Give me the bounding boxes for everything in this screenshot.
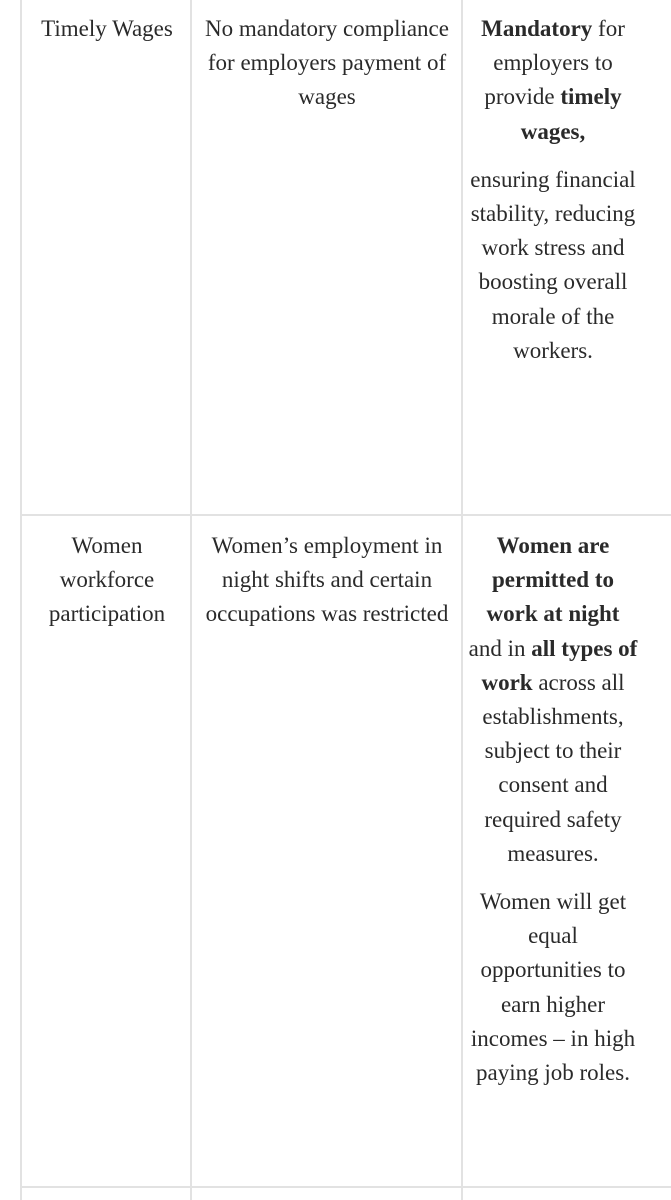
row1-after-paragraph-2: ensuring financial stability, reducing work stress and boosting overall morale of the workers. bbox=[470, 166, 636, 363]
row1-after-bold-1: Mandatory bbox=[481, 16, 593, 41]
row2-after-paragraph-2: Women will get equal opportunities to earn higher incomes – in high paying job roles. bbox=[470, 889, 636, 1086]
row2-feature-cell bbox=[22, 529, 192, 632]
row1-feature-text: Timely Wages bbox=[41, 16, 173, 41]
row1-after-cell bbox=[468, 12, 638, 368]
row2-before-cell bbox=[194, 529, 460, 632]
row2-after-text-1: and in bbox=[468, 635, 532, 661]
row1-before-cell bbox=[194, 12, 460, 115]
row1-feature-cell bbox=[22, 12, 192, 46]
row1-after-paragraph-1 bbox=[468, 12, 638, 149]
row1-after-bold-2: timely wages, bbox=[520, 84, 622, 144]
row1-after-text-1: for employers to provide bbox=[484, 16, 625, 110]
row2-before-text: Women’s employment in night shifts and certain occupations was restricted bbox=[205, 533, 449, 627]
row2-after-paragraph-1 bbox=[468, 529, 638, 871]
row-divider-2 bbox=[20, 1186, 671, 1188]
row-divider-1 bbox=[20, 514, 671, 516]
row2-after-text-2: across all establishments, subject to their consent and required safety measures. bbox=[482, 669, 625, 866]
row2-after-bold-2: all types of work bbox=[481, 635, 638, 695]
row2-after-bold-1: Women are permitted to work at night bbox=[486, 533, 620, 627]
column-divider-2 bbox=[461, 0, 463, 1200]
row1-before-text: No mandatory compliance for employers payment of wages bbox=[205, 16, 449, 110]
row2-feature-text: Women workforce participation bbox=[48, 533, 166, 627]
row2-after-cell bbox=[468, 529, 638, 1090]
